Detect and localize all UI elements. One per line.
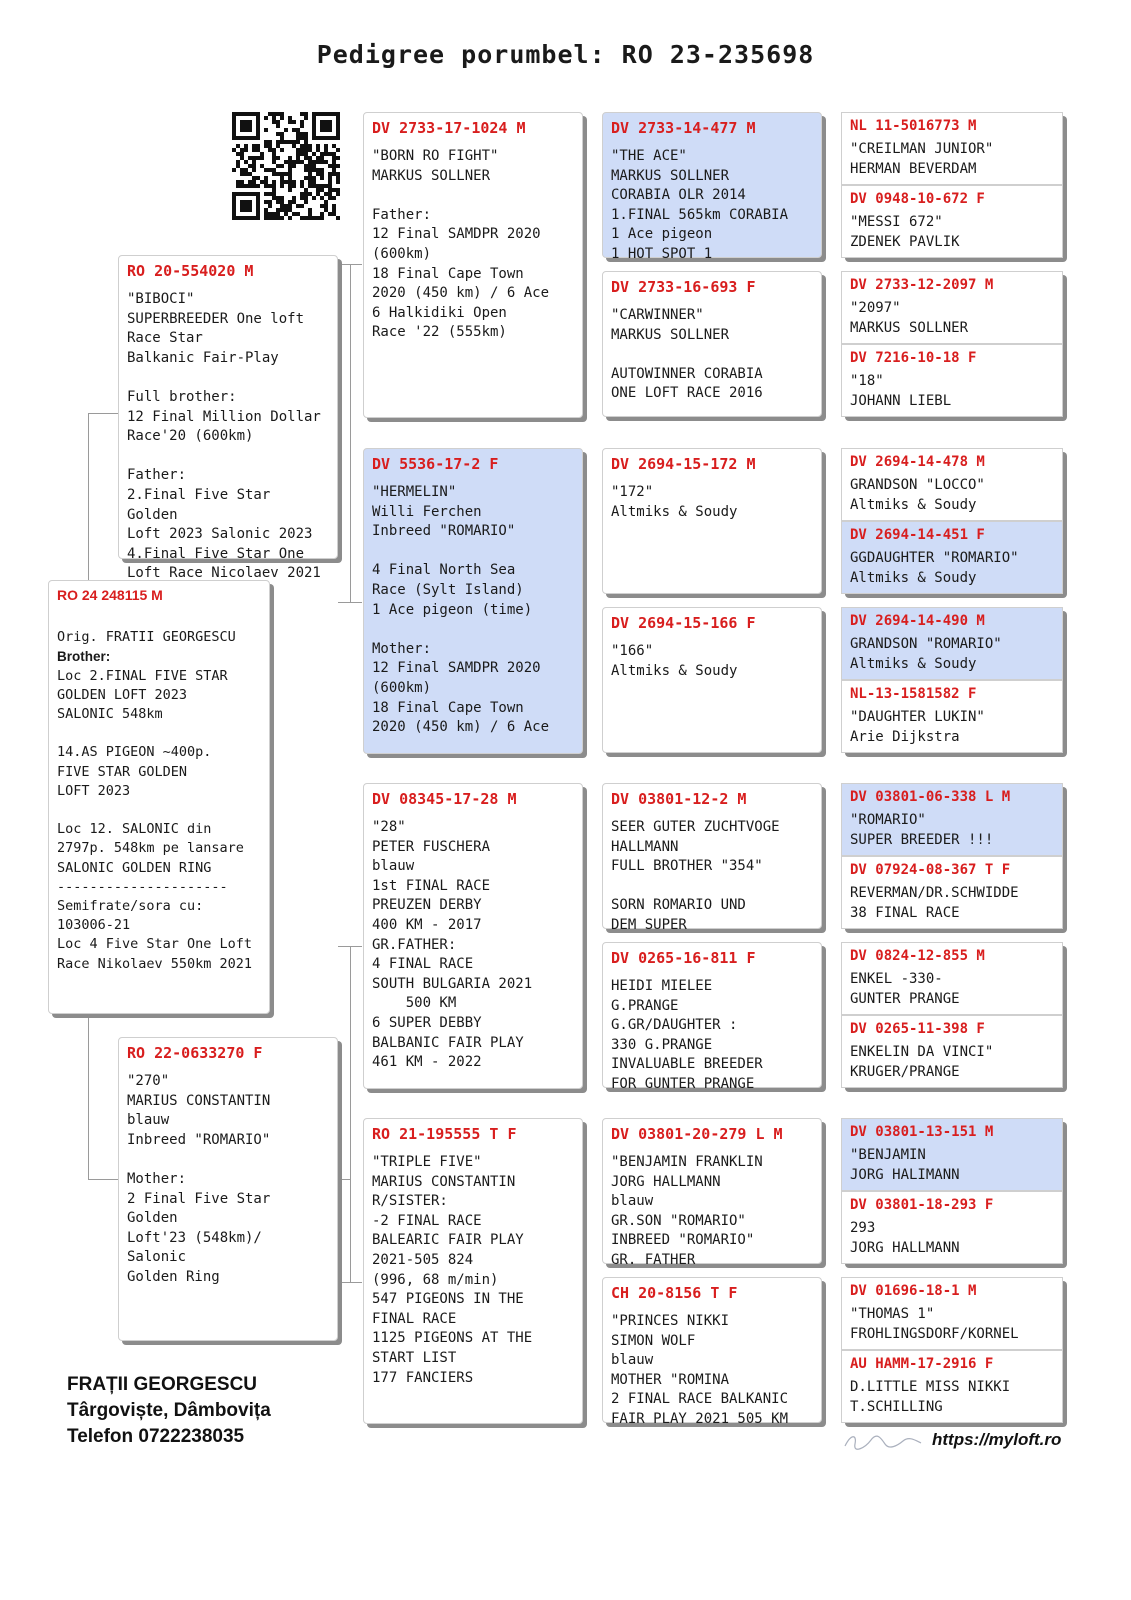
subject-line: Loc 2.FINAL FIVE STAR (57, 667, 228, 684)
mother-details: "270" MARIUS CONSTANTIN blauw Inbreed "ROMARIO" Mother: 2 Final Five Star Golden Loft'23 (548km)/ Salonic Golden Ring (127, 1073, 271, 1285)
tree-connector (338, 264, 350, 265)
subject-line: 14.AS PIGEON ~400p. (57, 744, 212, 761)
pigeon-details: GRANDSON "ROMARIO" Altmiks & Soudy (850, 636, 1002, 672)
pigeon-details: "MESSI 672" ZDENEK PAVLIK (850, 214, 960, 250)
ancestor-male[interactable] (841, 271, 1063, 344)
subject-line: 103006-21 (57, 917, 131, 934)
ring-number: DV 2694-14-490 M (850, 613, 985, 629)
pigeon-details: "18" JOHANN LIEBL (850, 373, 952, 409)
ring-number: DV 0265-16-811 F (611, 949, 756, 967)
great-grandparent-card[interactable] (602, 942, 822, 1092)
ring-number: RO 22-0633270 F (127, 1044, 263, 1062)
pigeon-details: ENKEL -330- GUNTER PRANGE (850, 971, 960, 1007)
ring-number: RO 20-554020 M (127, 262, 254, 280)
pigeon-details: "DAUGHTER LUKIN" Arie Dijkstra (850, 709, 985, 745)
pigeon-details: "TRIPLE FIVE" MARIUS CONSTANTIN R/SISTER: -2 FINAL RACE BALEARIC FAIR PLAY 2021-505 824 (996, 68 m/min) 547 PIGEONS IN THE FINAL RACE 1125 PIGEONS AT THE START LIST 177 FANCIERS (372, 1154, 533, 1386)
tree-connector (338, 946, 350, 947)
tree-connector (350, 946, 351, 1282)
pigeon-details: "CREILMAN JUNIOR" HERMAN BEVERDAM (850, 141, 994, 177)
ancestor-female[interactable] (841, 1015, 1063, 1088)
ancestor-male[interactable] (841, 607, 1063, 680)
ring-number: RO 24 248115 M (57, 587, 163, 603)
ring-number: DV 2694-14-451 F (850, 527, 985, 543)
ring-number: DV 0824-12-855 M (850, 948, 985, 964)
gen4-pair-card (841, 607, 1063, 753)
grandparent-card[interactable] (363, 1118, 583, 1424)
tree-connector (350, 264, 351, 602)
pigeon-details: SEER GUTER ZUCHTVOGE HALLMANN FULL BROTHER "354" SORN ROMARIO UND DEM SUPER (611, 819, 780, 933)
pigeon-details: "172" Altmiks & Soudy (611, 484, 738, 520)
ancestor-female[interactable] (841, 521, 1063, 594)
ring-number: DV 03801-12-2 M (611, 790, 747, 808)
gen4-pair-card (841, 271, 1063, 417)
subject-line (57, 609, 261, 628)
ancestor-male[interactable] (841, 783, 1063, 856)
grandparent-card[interactable] (363, 112, 583, 418)
great-grandparent-card[interactable] (602, 1277, 822, 1427)
ring-number: DV 2694-14-478 M (850, 454, 985, 470)
tree-connector (350, 602, 362, 603)
ancestor-female[interactable] (841, 856, 1063, 929)
pigeon-details: HEIDI MIELEE G.PRANGE G.GR/DAUGHTER : 330 G.PRANGE INVALUABLE BREEDER FOR GUNTER PRANGE (611, 978, 763, 1092)
subject-line: SALONIC 548km (57, 706, 163, 723)
tree-connector (88, 413, 118, 414)
subject-line: --------------------- (57, 878, 228, 895)
ring-number: DV 01696-18-1 M (850, 1283, 977, 1299)
ancestor-female[interactable] (841, 1350, 1063, 1423)
gen4-pair-card (841, 1277, 1063, 1423)
ring-number: DV 07924-08-367 T F (850, 862, 1011, 878)
page-title: Pedigree porumbel: RO 23-235698 (316, 40, 815, 69)
ancestor-female[interactable] (841, 1191, 1063, 1264)
pigeon-details: "BORN RO FIGHT" MARKUS SOLLNER Father: 12 Final SAMDPR 2020 (600km) 18 Final Cape Town 2020 (450 km) / 6 Ace 6 Halkidiki Open Race '22 (555km) (372, 148, 550, 341)
great-grandparent-card[interactable] (602, 112, 822, 262)
great-grandparent-card[interactable] (602, 783, 822, 933)
subject-line: Orig. FRATII GEORGESCU (57, 629, 236, 646)
pigeon-details: "BENJAMIN FRANKLIN JORG HALLMANN blauw GR.SON "ROMARIO" INBREED "ROMARIO" GR. FATHER (611, 1154, 763, 1268)
subject-line: Semifrate/sora cu: (57, 898, 204, 915)
ring-number: DV 08345-17-28 M (372, 790, 517, 808)
pigeon-details: "HERMELIN" Willi Ferchen Inbreed "ROMARIO" 4 Final North Sea Race (Sylt Island) 1 Ace pigeon (time) Mother: 12 Final SAMDPR 2020 (600km) 18 Final Cape Town 2020 (450 km) / 6 Ace (372, 484, 550, 736)
great-grandparent-card[interactable] (602, 271, 822, 417)
pigeon-details: "2097" MARKUS SOLLNER (850, 300, 969, 336)
ring-number: RO 21-195555 T F (372, 1125, 517, 1143)
ring-number: NL 11-5016773 M (850, 118, 977, 134)
ring-number: DV 7216-10-18 F (850, 350, 977, 366)
ancestor-male[interactable] (841, 1277, 1063, 1350)
ancestor-male[interactable] (841, 448, 1063, 521)
signature-logo (843, 1432, 923, 1452)
grandparent-card[interactable] (363, 783, 583, 1089)
subject-line: Loc 12. SALONIC din (57, 821, 212, 838)
ring-number: DV 0265-11-398 F (850, 1021, 985, 1037)
subject-details (57, 609, 261, 974)
breeder-address: Târgoviște, Dâmbovița (67, 1400, 271, 1421)
tree-connector (350, 1282, 362, 1283)
grandparent-card[interactable] (363, 448, 583, 754)
ancestor-male[interactable] (841, 1118, 1063, 1191)
ring-number: DV 03801-13-151 M (850, 1124, 994, 1140)
ring-number: DV 5536-17-2 F (372, 455, 499, 473)
subject-line: SALONIC GOLDEN RING (57, 859, 212, 876)
pigeon-details: "THOMAS 1" FROHLINGSDORF/KORNEL (850, 1306, 1019, 1342)
subject-line: FIVE STAR GOLDEN (57, 763, 188, 780)
pigeon-details: GRANDSON "LOCCO" Altmiks & Soudy (850, 477, 985, 513)
subject-line: Race Nikolaev 550km 2021 (57, 955, 253, 972)
pigeon-details: REVERMAN/DR.SCHWIDDE 38 FINAL RACE (850, 885, 1019, 921)
great-grandparent-card[interactable] (602, 1118, 822, 1268)
pigeon-details: "ROMARIO" SUPER BREEDER !!! (850, 812, 994, 848)
ring-number: DV 03801-20-279 L M (611, 1125, 783, 1143)
pigeon-details: "CARWINNER" MARKUS SOLLNER AUTOWINNER CORABIA ONE LOFT RACE 2016 (611, 307, 763, 402)
subject-line (57, 724, 261, 743)
gen4-pair-card (841, 112, 1063, 258)
tree-connector (350, 264, 362, 265)
gen4-pair-card (841, 942, 1063, 1088)
ring-number: DV 0948-10-672 F (850, 191, 985, 207)
subject-line: GOLDEN LOFT 2023 (57, 686, 188, 703)
pigeon-details: "28" PETER FUSCHERA blauw 1st FINAL RACE PREUZEN DERBY 400 KM - 2017 GR.FATHER: 4 FINAL RACE SOUTH BULGARIA 2021 500 KM 6 SUPER DEBBY BALBANIC FAIR PLAY 461 KM - 2022 (372, 819, 533, 1071)
ring-number: AU HAMM-17-2916 F (850, 1356, 994, 1372)
ring-number: DV 03801-06-338 L M (850, 789, 1011, 805)
qr-code[interactable] (232, 112, 340, 220)
tree-connector (350, 946, 362, 947)
pigeon-details: ENKELIN DA VINCI" KRUGER/PRANGE (850, 1044, 994, 1080)
ancestor-male[interactable] (841, 112, 1063, 185)
pigeon-details: 293 JORG HALLMANN (850, 1220, 960, 1256)
tree-connector (338, 1282, 350, 1283)
tree-connector (88, 1179, 118, 1180)
ring-number: DV 2733-14-477 M (611, 119, 756, 137)
gen4-pair-card (841, 783, 1063, 929)
pigeon-details: GGDAUGHTER "ROMARIO" Altmiks & Soudy (850, 550, 1019, 586)
subject-line (57, 801, 261, 820)
ancestor-female[interactable] (841, 185, 1063, 258)
pigeon-details: "BENJAMIN JORG HALIMANN (850, 1147, 960, 1183)
ring-number: DV 2733-12-2097 M (850, 277, 994, 293)
pigeon-details: "166" Altmiks & Soudy (611, 643, 738, 679)
ring-number: NL-13-1581582 F (850, 686, 977, 702)
subject-card[interactable] (48, 580, 270, 1014)
ancestor-female[interactable] (841, 344, 1063, 417)
father-card[interactable] (118, 255, 338, 582)
great-grandparent-card[interactable] (602, 448, 822, 594)
subject-line: 2797p. 548km pe lansare (57, 840, 244, 857)
mother-card[interactable] (118, 1037, 338, 1341)
ring-number: DV 03801-18-293 F (850, 1197, 994, 1213)
pigeon-details: "PRINCES NIKKI SIMON WOLF blauw MOTHER "ROMINA 2 FINAL RACE BALKANIC FAIR PLAY 2021 505 KM (611, 1313, 789, 1427)
breeder-name: FRAȚII GEORGESCU (67, 1374, 258, 1395)
subject-line: Loc 4 Five Star One Loft (57, 936, 253, 953)
father-details: "BIBOCI" SUPERBREEDER One loft Race Star Balkanic Fair-Play Full brother: 12 Final Million Dollar Race'20 (600km) Father: 2.Final Five Star Golden Loft 2023 Salonic 2023 4.Final Five Star One Loft Race Nicolaev 2021 (127, 291, 321, 582)
gen4-pair-card (841, 448, 1063, 594)
website-link[interactable]: https://myloft.ro (932, 1430, 1062, 1449)
subject-line: LOFT 2023 (57, 782, 131, 799)
pigeon-details: D.LITTLE MISS NIKKI T.SCHILLING (850, 1379, 1011, 1415)
ancestor-male[interactable] (841, 942, 1063, 1015)
ring-number: DV 2694-15-166 F (611, 614, 756, 632)
breeder-phone[interactable]: Telefon 0722238035 (67, 1426, 245, 1447)
ancestor-female[interactable] (841, 680, 1063, 753)
ring-number: DV 2694-15-172 M (611, 455, 756, 473)
breeder-contact (67, 1372, 271, 1450)
subject-line: Brother: (57, 649, 111, 665)
ring-number: DV 2733-17-1024 M (372, 119, 526, 137)
gen4-pair-card (841, 1118, 1063, 1264)
ring-number: CH 20-8156 T F (611, 1284, 738, 1302)
tree-connector (338, 602, 350, 603)
pigeon-details: "THE ACE" MARKUS SOLLNER CORABIA OLR 2014 1.FINAL 565km CORABIA 1 Ace pigeon 1 HOT SPOT 1 (611, 148, 789, 262)
tree-connector (338, 1179, 350, 1180)
great-grandparent-card[interactable] (602, 607, 822, 753)
ring-number: DV 2733-16-693 F (611, 278, 756, 296)
